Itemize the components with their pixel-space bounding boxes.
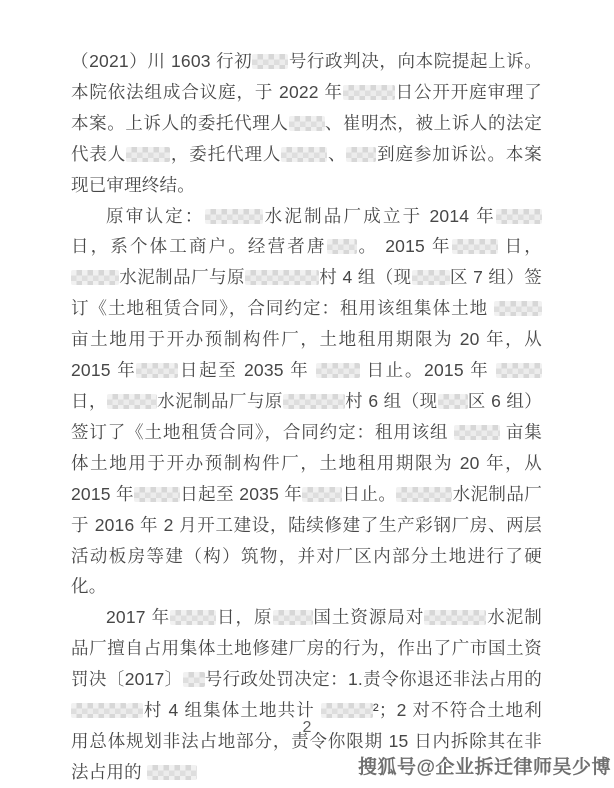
redaction-block — [273, 610, 313, 625]
redaction-block — [316, 363, 360, 378]
document-body — [71, 46, 542, 788]
text-segment: 日， — [497, 236, 542, 257]
text-segment: 日，原 — [216, 607, 273, 628]
redaction-block — [496, 209, 542, 224]
text-segment: 水泥制品厂成立于 2014 年 — [262, 205, 497, 226]
redaction-block — [346, 147, 376, 162]
redaction-block — [136, 363, 178, 378]
redaction-block — [252, 54, 288, 69]
redaction-block — [424, 610, 486, 625]
redaction-block — [205, 209, 263, 224]
redaction-block — [454, 425, 500, 440]
text-segment: 。 2015 年 — [356, 236, 452, 257]
text-segment: 到庭参加诉讼。本案现已审理终结。 — [71, 143, 542, 195]
redaction-block — [107, 394, 157, 409]
redaction-block — [396, 487, 452, 502]
redaction-block — [245, 270, 319, 285]
text-segment: ²；2 对不符合土地利用总体规划非法占地部分，责令你限期 15 日内拆除其在非法占用的 — [71, 700, 543, 782]
redaction-block — [281, 147, 327, 162]
text-segment: 日起至 2035 年 — [179, 483, 303, 504]
redaction-block — [452, 239, 498, 254]
text-segment: 日，系个体工商户。经营者唐 — [71, 236, 327, 257]
text-segment: 日止。2015 年 — [359, 360, 497, 381]
redaction-block — [289, 116, 325, 131]
redaction-block — [283, 394, 345, 409]
text-segment: 村 4 组（现 — [318, 267, 412, 288]
redaction-block — [494, 301, 542, 316]
text-segment: 号行政判决，向本院提起上诉。本院依法组成合议庭，于 2022 年 — [71, 51, 542, 102]
paragraph — [71, 201, 542, 603]
redaction-block — [134, 487, 180, 502]
redaction-block — [126, 147, 170, 162]
redaction-block — [327, 239, 357, 254]
text-segment: 、 — [327, 143, 347, 164]
text-segment: ，委托代理人 — [170, 143, 282, 164]
text-segment: 村 4 组集体土地共计 — [143, 700, 321, 721]
redaction-block — [321, 703, 373, 718]
redaction-block — [438, 394, 468, 409]
text-segment: 区 6 组）签订了《土地租赁合同》，合同约定：租用该组 — [71, 390, 542, 442]
text-segment: 原审认定： — [106, 205, 205, 226]
text-segment: 亩土地用于开办预制构件厂，土地租用期限为 20 年，从 2015 年 — [71, 329, 542, 381]
text-segment: 号行政处罚决定：1.责令你退还非法占用的 — [204, 669, 542, 690]
text-segment: 日公开开庭审理了本案。上诉人的委托代理人 — [71, 81, 542, 133]
redaction-block — [71, 703, 127, 718]
redaction-block — [343, 85, 395, 100]
redaction-block — [183, 672, 205, 687]
page-number: 2 — [302, 719, 312, 736]
redaction-block — [302, 487, 342, 502]
text-segment: 日起至 2035 年 — [178, 360, 316, 381]
paragraph — [71, 46, 542, 201]
text-segment: （2021）川 1603 行初 — [71, 51, 253, 71]
text-segment: 亩集体土地用于开办预制构件厂，土地租用期限为 20 年，从 2015 年 — [71, 421, 542, 504]
text-segment: 国土资源局对 — [312, 607, 425, 628]
text-segment: 日止。 — [342, 483, 397, 504]
redaction-block — [127, 703, 143, 718]
text-segment: 水泥制品厂擅自占用集体土地修建厂房的行为，作出了广市国土资罚决〔2017〕 — [71, 607, 542, 690]
text-segment: 2017 年 — [106, 607, 171, 628]
text-segment: 、崔明杰，被上诉人的法定代表人 — [71, 112, 542, 164]
text-segment: 水泥制品厂与原 — [156, 390, 283, 411]
text-segment: 水泥制品厂与原 — [119, 267, 245, 288]
redaction-block — [496, 363, 542, 378]
redaction-block — [170, 610, 216, 625]
text-segment: 区 7 组）签订《土地租赁合同》，合同约定：租用该组集体土地 — [71, 267, 543, 319]
text-segment: 日， — [71, 390, 107, 411]
text-segment: 村 6 组（现 — [344, 390, 438, 411]
redaction-block — [71, 270, 119, 285]
redaction-block — [412, 270, 450, 285]
watermark: 搜狐号@企业拆迁律师吴少博 — [357, 757, 611, 778]
text-segment: 水泥制品厂于 2016 年 2 月开工建设，陆续修建了生产彩钢厂房、两层活动板房等建（构）筑物，并对厂区内部分土地进行了硬化。 — [71, 483, 543, 597]
